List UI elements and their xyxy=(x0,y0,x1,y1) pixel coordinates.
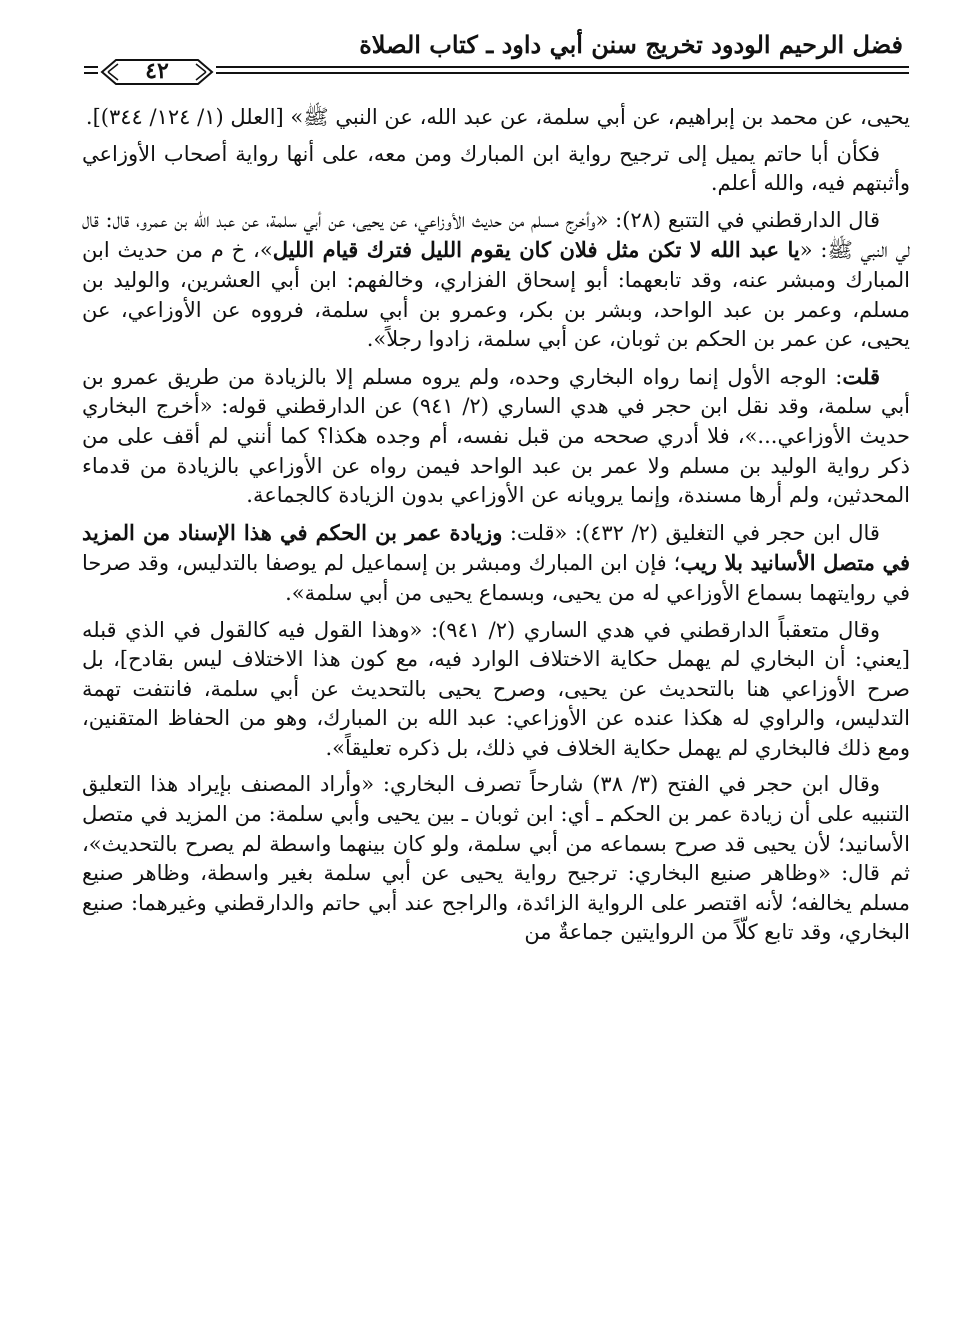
text-segment: يحيى، عن محمد بن إبراهيم، عن أبي سلمة، عن عبد الله، عن النبي ﷺ» [العلل (١/ ١٢٤/ ٣٤٤)]. xyxy=(85,105,910,129)
text-segment: »، خ م من حديث ابن المبارك ومبشر عنه، وقد تابعهما: أبو إسحاق الفزاري، وخالفهم: ابن أبي العشرين، والوليد بن مسلم، وعمر بن عبد الواحد، وبشر بن بكر، وعمرو بن أبي سلمة، فرووه عن الأوزاعي، عن يحيى، عن عمر بن الحكم بن ثوبان، عن أبي سلمة، زادوا رجلاً». xyxy=(82,238,910,352)
text-segment: قال الدارقطني في التتبع (٢٨): «وأخرج مسلم من حديث الأوزاعي، عن يحيى، عن أبي سلمة، عن عبد الله بن عمرو، قال: قال لي النبي ﷺ: « xyxy=(82,207,910,263)
paragraph xyxy=(82,103,910,133)
running-title: فضل الرحيم الودود تخريج سنن أبي داود ـ كتاب الصلاة xyxy=(359,30,903,59)
bold-text-segment: قلت xyxy=(842,363,880,389)
text-segment: وقال متعقباً الدارقطني في هدي الساري (٢/ ٩٤١): «وهذا القول فيه كالقول في الذي قبله [يعني: أن البخاري لم يهمل حكاية الاختلاف الوارد فيه، مع كون هذا الاختلاف ليس بقادح]، بل صرح الأوزاعي هنا بالتحديث عن يحيى، وصرح يحيى بالتحديث عن أبي سلمة، فانتفت تهمة التدليس، والراوي له هكذا عنده عن الأوزاعي: عبد الله بن المبارك، وهو من الحفاظ المتقنين، ومع ذلك فالبخاري لم يهمل حكاية الخلاف في ذلك، بل ذكره تعليقاً». xyxy=(82,617,910,760)
main-text xyxy=(82,103,910,955)
paragraph xyxy=(82,770,910,948)
bold-text-segment: يا عبد الله لا تكن مثل فلان كان يقوم الليل فترك قيام الليل xyxy=(272,237,800,263)
text-segment: قال ابن حجر في التغليق (٢/ ٤٣٢): «قلت: xyxy=(502,520,880,545)
bold-text-segment: وزيادة عمر بن الحكم في هذا الإسناد من المزيد في متصل الأسانيد بلا ريب xyxy=(82,519,911,576)
paragraph xyxy=(82,362,910,511)
page-header xyxy=(84,24,909,88)
page-number-badge xyxy=(98,55,216,89)
paragraph xyxy=(82,140,910,199)
text-segment: ؛ فإن ابن المبارك ومبشر بن إسماعيل لم يوصفا بالتدليس، وقد صرحا في روايتهما بسماع الأوزاعي له من يحيى، وبسماع يحيى من أبي سلمة». xyxy=(82,551,910,605)
paragraph xyxy=(82,616,910,764)
paragraph xyxy=(82,206,910,355)
paragraph xyxy=(82,518,910,609)
text-segment: : الوجه الأول إنما رواه البخاري وحده، ولم يروه مسلم إلا بالزيادة من طريق عمرو بن أبي سلمة، وقد نقل ابن حجر في هدي الساري (٢/ ٩٤١) عن الدارقطني قوله: «أخرج البخاري حديث الأوزاعي...»، فلا أدري صححه من قبل نفسه، أم وجده هكذا؟ كما أنني لم أقف على من ذكر رواية الوليد بن مسلم ولا عمر بن عبد الواحد فيمن رواه عن الأوزاعي بالزيادة من قدماء المحدثين، ولم أرها مسندة، وإنما يرويانه عن الأوزاعي بدون الزيادة كالجماعة. xyxy=(82,364,911,508)
text-segment: وقال ابن حجر في الفتح (٣/ ٣٨) شارحاً تصرف البخاري: «وأراد المصنف بإيراد هذا التعليق التنبيه على أن زيادة عمر بن الحكم ـ أي: ابن ثوبان ـ بين يحيى وأبي سلمة: من المزيد في متصل الأسانيد؛ لأن يحيى قد صرح بسماعه من أبي سلمة، ولو كان بينهما واسطة لم يصرح بالتحديث»، ثم قال: «وظاهر صنيع البخاري: ترجيح رواية يحيى عن أبي سلمة بغير واسطة، وظاهر صنيع مسلم يخالفه؛ لأنه اقتصر على الرواية الزائدة، والراجح عند أبي حاتم والدارقطني وغيرهما: صنيع البخاري، وقد تابع كلّاً من الروايتين جماعةٌ من xyxy=(82,772,910,945)
text-segment: فكأن أبا حاتم يميل إلى ترجيح رواية ابن المبارك ومن معه، على أنها رواية أصحاب الأوزاعي وأثبتهم فيه، والله أعلم. xyxy=(82,141,910,196)
page-number: ٤٢ xyxy=(145,58,169,84)
